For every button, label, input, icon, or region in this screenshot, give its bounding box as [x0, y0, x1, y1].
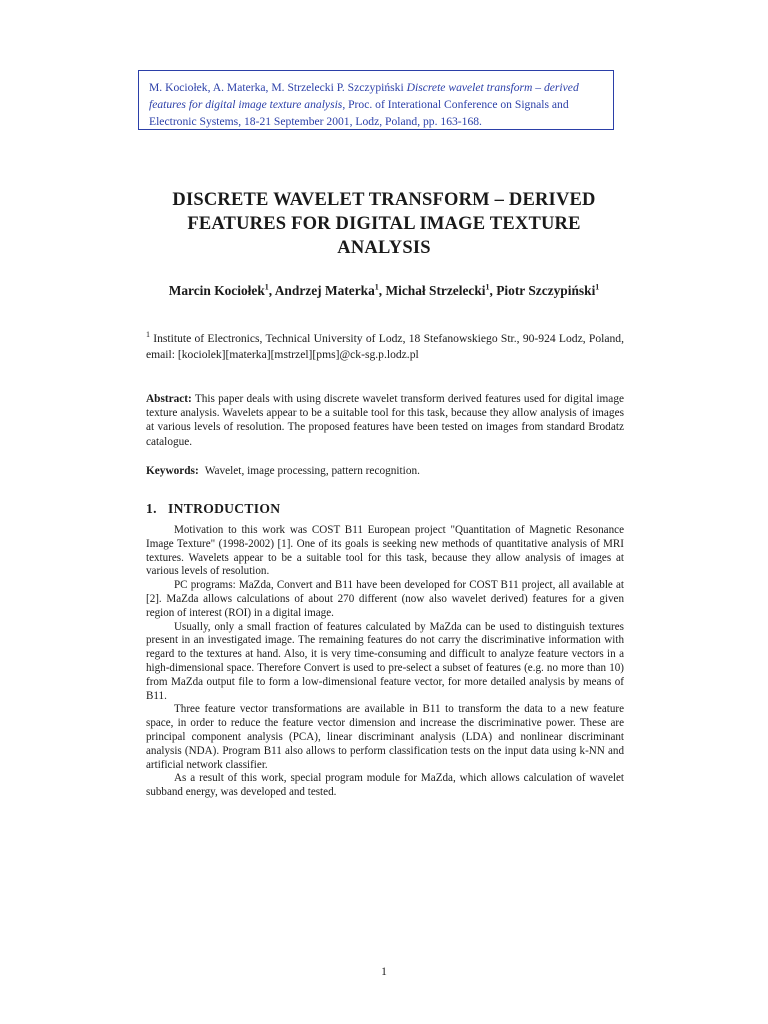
paragraph: Three feature vector transformations are available in B11 to transform the data to a new feature space, in order to reduce the feature vector dimension and increase the discriminative power. These are principal component analysis (PCA), linear discriminant analysis (LDA) and nonlinear discriminant analysis (NDA). Program B11 also allows to perform classification tests on the input data using k-NN and artificial network classifier. [146, 703, 624, 771]
author-name: Piotr Szczypiński [496, 283, 596, 298]
author-name: Andrzej Materka [274, 283, 375, 298]
abstract [146, 392, 624, 449]
affiliation [146, 331, 624, 362]
paper-title-line: ANALYSIS [337, 238, 431, 258]
paper-title-line: DISCRETE WAVELET TRANSFORM – DERIVED [172, 190, 596, 210]
author-affiliation-mark: 1 [374, 282, 379, 292]
section-body [146, 524, 624, 800]
citation-box [138, 70, 614, 130]
author-list: Marcin Kociołek$^1$, Andrzej Materka$^1$, Michał Strzelecki$^1$, Piotr Szczypiński$^1$ [168, 282, 600, 298]
section-number: 1. [146, 501, 157, 516]
paragraph: Motivation to this work was COST B11 European project "Quantitation of Magnetic Resonance Image Texture" (1998-2002) [1]. One of its goals is seeking new methods of quantitative analysis of MRI textures. Wavelets appear to be a suitable tool for this task, because they allow analysis of images at various levels of resolution. [146, 524, 624, 578]
author-name: Michał Strzelecki [385, 283, 486, 298]
author-name: Marcin Kociołek [168, 283, 265, 298]
keywords-text: Wavelet, image processing, pattern recognition. [204, 465, 420, 477]
keywords [146, 464, 624, 478]
keywords-label: Keywords: [146, 465, 199, 477]
citation-details: , Proc. of Interational Conference on Signals and Electronic Systems, 18-21 September 2001, Lodz, Poland, pp. 163-168. [149, 98, 569, 128]
affiliation-text: Institute of Electronics, Technical University of Lodz, 18 Stefanowskiego Str., 90-924 Lodz, Poland, email: [kociolek][materka][mstrzel][pms]@ck-sg.p.lodz.pl [146, 332, 624, 361]
section-title: INTRODUCTION [168, 501, 281, 516]
paper-title-line: FEATURES FOR DIGITAL IMAGE TEXTURE [187, 214, 581, 234]
affiliation-mark: 1 [146, 330, 150, 340]
author-affiliation-mark: 1 [595, 282, 600, 292]
abstract-label: Abstract: [146, 393, 192, 405]
paragraph: Usually, only a small fraction of features calculated by MaZda can be used to distinguish textures present in an investigated image. The remaining features do not carry the discriminative information with regard to the textures at hand. Also, it is very time-consuming and difficult to analyze feature vectors in a high-dimensional space. Therefore Convert is used to pre-select a subset of features (e.g. no more than 10) from MaZda output file to form a low-dimensional feature vector, for more detailed analysis by means of B11. [146, 620, 624, 702]
abstract-text: This paper deals with using discrete wavelet transform derived features used for digital image texture analysis. Wavelets appear to be a suitable tool for this task, because they allow analysis of images at various levels of resolution. The proposed features have been tested on images from standard Brodatz catalogue. [146, 393, 624, 448]
author-affiliation-mark: 1 [485, 282, 490, 292]
citation-title: Discrete wavelet transform – derived features for digital image texture analysis [149, 81, 579, 111]
section-heading [146, 501, 280, 517]
citation-authors: M. Kociołek, A. Materka, M. Strzelecki P. Szczypiński [149, 81, 407, 94]
paragraph: As a result of this work, special program module for MaZda, which allows calculation of wavelet subband energy, was developed and tested. [146, 772, 624, 799]
paper-title [120, 188, 648, 260]
author-affiliation-mark: 1 [264, 282, 269, 292]
page-number: 1 [381, 966, 387, 978]
paragraph: PC programs: MaZda, Convert and B11 have been developed for COST B11 project, all available at [2]. MaZda allows calculations of about 270 different (now also wavelet derived) features for a given region of interest (ROI) in a digital image. [146, 579, 624, 619]
